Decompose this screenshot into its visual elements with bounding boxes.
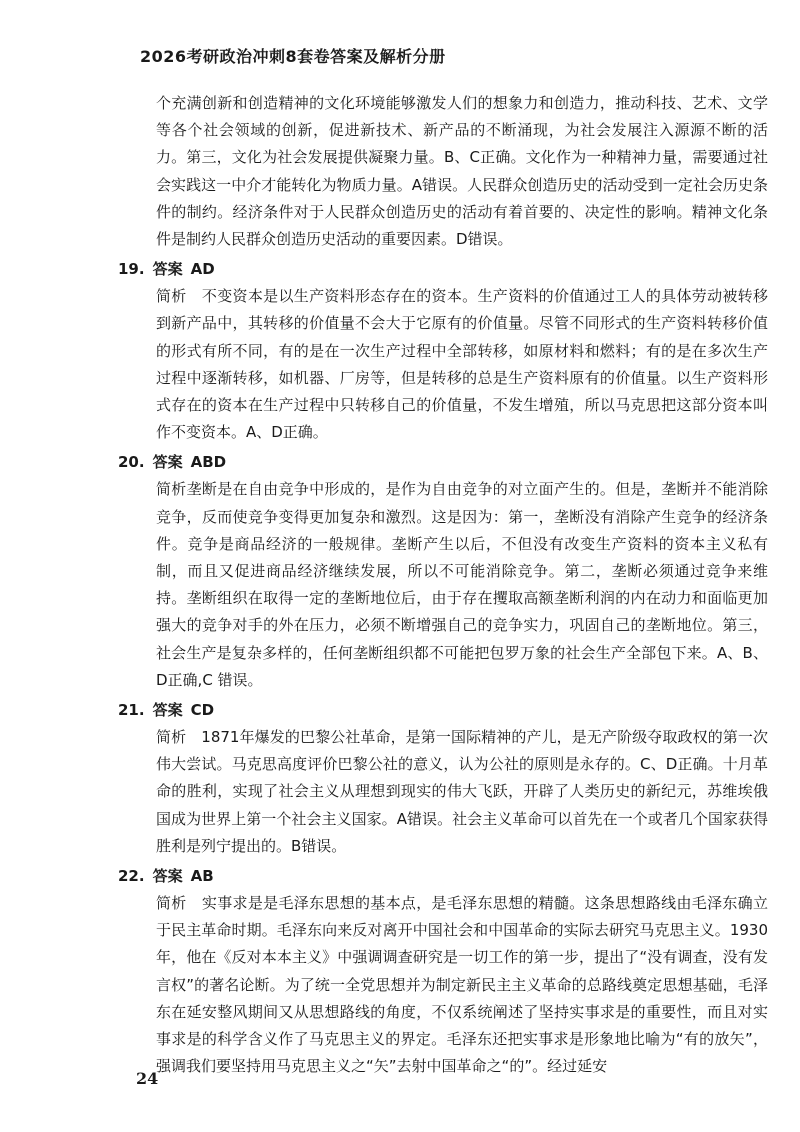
answer-line: [118, 448, 800, 476]
question-number: 19.: [118, 260, 145, 279]
header-divider: [100, 76, 740, 77]
question-number: 22.: [118, 867, 145, 886]
question-22: [0, 862, 800, 1080]
analysis-paragraph: 简析 1871年爆发的巴黎公社革命，是第一国际精神的产儿，是无产阶级夺取政权的第一次伟大尝试。马克思高度评价巴黎公社的意义，认为公社的原则是永存的。C、D正确。十月革命的胜利，实现了社会主义从理想到现实的伟大飞跃，开辟了人类历史的新纪元，苏维埃俄国成为世界上第一个社会主义国家。A错误。社会主义革命可以首先在一个或者几个国家获得胜利是列宁提出的。B错误。: [156, 728, 768, 855]
answer-label: 答案: [152, 867, 183, 886]
answer-label: 答案: [152, 453, 183, 472]
answer-value: AB: [190, 867, 214, 886]
answer-label: 答案: [152, 701, 183, 720]
answer-line: [118, 862, 800, 890]
answer-value: CD: [190, 701, 215, 720]
answer-line: [118, 696, 800, 724]
page-body: [0, 90, 800, 1081]
analysis-paragraph: 简析垄断是在自由竞争中形成的，是作为自由竞争的对立面产生的。但是，垄断并不能消除竞争，反而使竞争变得更加复杂和激烈。这是因为：第一，垄断没有消除产生竞争的经济条件。竞争是商品经济的一般规律。垄断产生以后，不但没有改变生产资料的资本主义私有制，而且又促进商品经济继续发展，所以不可能消除竞争。第二，垄断必须通过竞争来维持。垄断组织在取得一定的垄断地位后，由于存在攫取高额垄断利润的内在动力和面临更加强大的竞争对手的外在压力，必须不断增强自己的竞争实力，巩固自己的垄断地位。第三，社会生产是复杂多样的，任何垄断组织都不可能把包罗万象的社会生产全部包下来。A、B、D正确,C 错误。: [156, 480, 768, 689]
analysis-paragraph: 简析 实事求是是毛泽东思想的基本点，是毛泽东思想的精髓。这条思想路线由毛泽东确立于民主革命时期。毛泽东向来反对离开中国社会和中国革命的实际去研究马克思主义。1930年，他在《反对本本主义》中强调调查研究是一切工作的第一步，提出了“没有调查，没有发言权”的著名论断。为了统一全党思想并为制定新民主主义革命的总路线奠定思想基础，毛泽东在延安整风期间又从思想路线的角度，不仅系统阐述了坚持实事求是的重要性，而且对实事求是的科学含义作了马克思主义的界定。毛泽东还把实事求是形象地比喻为“有的放矢”，强调我们要坚持用马克思主义之“矢”去射中国革命之“的”。经过延安: [156, 894, 768, 1076]
question-21: [0, 696, 800, 860]
question-number: 20.: [118, 453, 145, 472]
carryover-paragraph: 个充满创新和创造精神的文化环境能够激发人们的想象力和创造力，推动科技、艺术、文学等各个社会领域的创新，促进新技术、新产品的不断涌现，为社会发展注入源源不断的活力。第三，文化为社会发展提供凝聚力量。B、C正确。文化作为一种精神力量，需要通过社会实践这一中介才能转化为物质力量。A错误。人民群众创造历史的活动受到一定社会历史条件的制约。经济条件对于人民群众创造历史的活动有着首要的、决定性的影响。精神文化条件是制约人民群众创造历史活动的重要因素。D错误。: [156, 94, 768, 249]
question-number: 21.: [118, 701, 145, 720]
analysis-paragraph: 简析 不变资本是以生产资料形态存在的资本。生产资料的价值通过工人的具体劳动被转移到新产品中，其转移的价值量不会大于它原有的价值量。尽管不同形式的生产资料转移价值的形式有所不同，有的是在一次生产过程中全部转移，如原材料和燃料；有的是在多次生产过程中逐渐转移，如机器、厂房等，但是转移的总是生产资料原有的价值量。以生产资料形式存在的资本在生产过程中只转移自己的价值量，不发生增殖，所以马克思把这部分资本叫作不变资本。A、D正确。: [156, 287, 768, 442]
page-number: 24: [136, 1069, 159, 1088]
question-20: [0, 448, 800, 694]
question-19: [0, 255, 800, 446]
answer-value: ABD: [190, 453, 227, 472]
answer-value: AD: [190, 260, 215, 279]
answer-label: 答案: [152, 260, 183, 279]
answer-line: [118, 255, 800, 283]
page-header-title: 2026考研政治冲刺8套卷答案及解析分册: [140, 47, 446, 66]
